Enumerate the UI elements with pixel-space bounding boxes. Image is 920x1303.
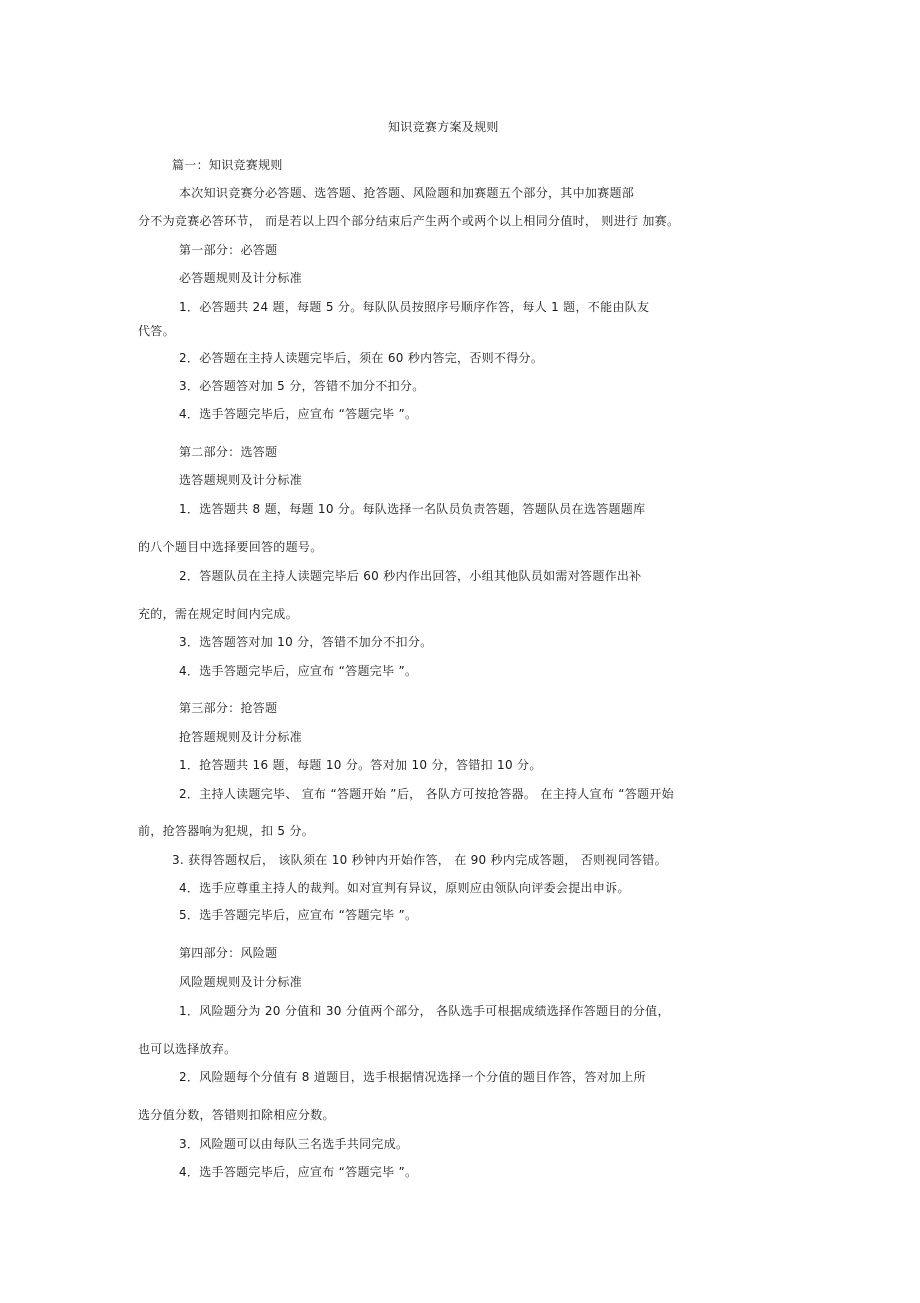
part2-rule-4: 4．选手答题完毕后，应宣布 “答题完毕 ”。 [179,664,418,678]
part2-rule-2: 2．答题队员在主持人读题完毕后 60 秒内作出回答，小组其他队员如需对答题作出补 [179,569,642,583]
part4-rule-4: 4．选手答题完毕后，应宣布 “答题完毕 ”。 [179,1165,418,1179]
part3-rule-3: 3. 获得答题权后， 该队须在 10 秒钟内开始作答， 在 90 秒内完成答题， 否则视同答错。 [172,853,667,867]
part3-subheading: 抢答题规则及计分标准 [179,730,303,744]
part2-rule-1: 1．选答题共 8 题，每题 10 分。每队选择一名队员负责答题，答题队员在选答题题库 [179,502,646,516]
part3-rule-2-cont: 前，抢答器响为犯规，扣 5 分。 [138,824,315,838]
part2-rule-1-cont: 的八个题目中选择要回答的题号。 [138,540,323,554]
part1-rule-2: 2．必答题在主持人读题完毕后，须在 60 秒内答完，否则不得分。 [179,351,544,365]
intro-line-2: 分不为竞赛必答环节， 而是若以上四个部分结束后产生两个或两个以上相同分值时， 则进行 加赛。 [138,214,680,228]
part4-rule-3: 3．风险题可以由每队三名选手共同完成。 [179,1137,409,1151]
part4-rule-2-cont: 选分值分数，答错则扣除相应分数。 [138,1108,335,1122]
part1-rule-1-cont: 代答。 [138,324,175,338]
part3-rule-4: 4．选手应尊重主持人的裁判。如对宣判有异议，原则应由领队向评委会提出申诉。 [179,881,630,895]
part1-rule-4: 4．选手答题完毕后，应宣布 “答题完毕 ”。 [179,407,418,421]
chapter-heading: 篇一：知识竞赛规则 [172,158,283,172]
part4-heading: 第四部分：风险题 [179,946,278,960]
part2-heading: 第二部分：选答题 [179,445,278,459]
part1-subheading: 必答题规则及计分标准 [179,271,303,285]
part3-rule-1: 1．抢答题共 16 题，每题 10 分。答对加 10 分，答错扣 10 分。 [179,758,542,772]
part3-rule-2: 2．主持人读题完毕、 宣布 “答题开始 ”后， 各队方可按抢答器。 在主持人宣布 “答题开始 [179,787,674,801]
part1-heading: 第一部分：必答题 [179,243,278,257]
part4-rule-1-cont: 也可以选择放弃。 [138,1042,237,1056]
part2-rule-2-cont: 充的，需在规定时间内完成。 [138,607,298,621]
part4-rule-1: 1．风险题分为 20 分值和 30 分值两个部分， 各队选手可根据成绩选择作答题目的分值， [179,1004,670,1018]
part1-rule-3: 3．必答题答对加 5 分，答错不加分不扣分。 [179,379,425,393]
part4-rule-2: 2．风险题每个分值有 8 道题目，选手根据情况选择一个分值的题目作答，答对加上所 [179,1070,646,1084]
intro-line-1: 本次知识竞赛分必答题、选答题、抢答题、风险题和加赛题五个部分，其中加赛题部 [179,186,635,200]
part2-rule-3: 3．选答题答对加 10 分，答错不加分不扣分。 [179,635,433,649]
part4-subheading: 风险题规则及计分标准 [179,975,303,989]
part2-subheading: 选答题规则及计分标准 [179,473,303,487]
part3-heading: 第三部分：抢答题 [179,701,278,715]
document-title: 知识竞赛方案及规则 [388,120,499,134]
part1-rule-1: 1．必答题共 24 题，每题 5 分。每队队员按照序号顺序作答，每人 1 题，不能由队友 [179,300,650,314]
part3-rule-5: 5．选手答题完毕后，应宣布 “答题完毕 ”。 [179,908,418,922]
